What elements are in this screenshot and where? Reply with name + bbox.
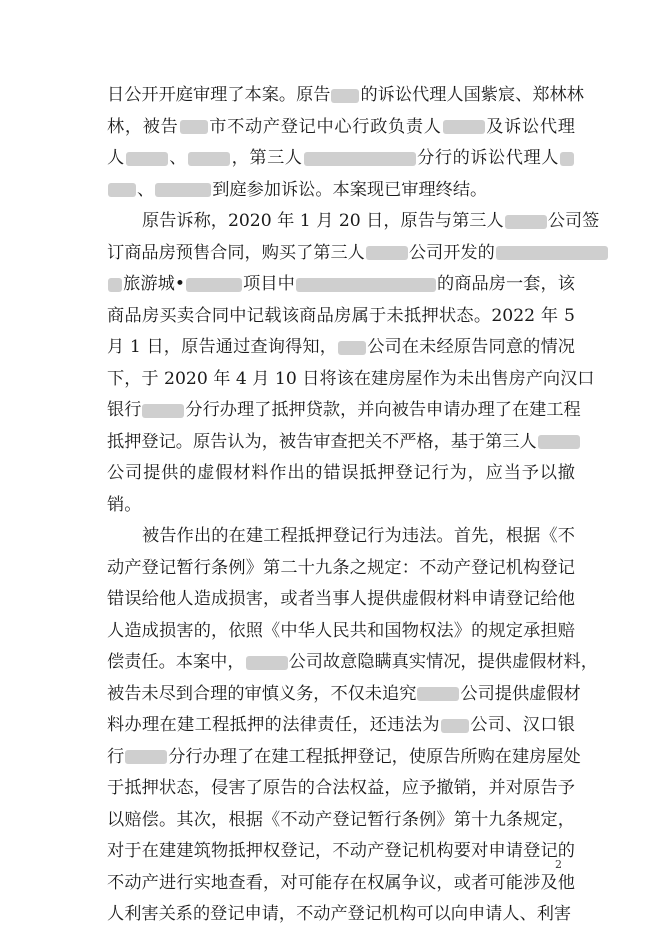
text-segment: 项目中 — [243, 274, 295, 294]
text-line — [107, 647, 598, 679]
redacted-text — [366, 246, 408, 260]
text-line — [107, 710, 575, 742]
text-line — [107, 301, 575, 333]
redacted-text — [331, 89, 359, 103]
text-segment: 公司、汉口银 — [469, 715, 575, 735]
text-segment: 的诉讼代理人国紫宸、郑林林 — [360, 85, 584, 105]
redacted-text — [505, 215, 547, 229]
text-segment: 公司在未经原告同意的情况 — [367, 337, 575, 357]
text-line — [107, 742, 581, 774]
redacted-text — [417, 687, 459, 701]
text-line — [107, 899, 575, 931]
text-segment: 银行 — [107, 400, 142, 420]
text-line — [107, 616, 575, 648]
text-segment: 下，于 2020 年 4 月 10 日将该在建房屋作为未出售房产向汉口 — [107, 368, 595, 389]
text-segment: 于抵押状态，侵害了原告的合法权益，应予撤销，并对原告予 — [107, 778, 575, 798]
text-line — [107, 80, 584, 112]
text-line — [107, 679, 581, 711]
redacted-text — [560, 152, 574, 166]
text-segment: 市不动产登记中心行政负责人 — [208, 116, 442, 137]
text-segment: 错误给他人造成损害，或者当事人提供虚假材料申请登记给他 — [107, 589, 575, 609]
text-segment: 公司提供虚假材 — [460, 683, 581, 704]
text-line — [107, 553, 575, 585]
text-line — [107, 112, 575, 144]
text-line — [107, 521, 575, 553]
redacted-text — [304, 152, 416, 166]
page-number: 2 — [555, 858, 562, 871]
redacted-text — [246, 656, 288, 670]
redacted-text — [296, 278, 436, 292]
text-segment: 不动产进行实地查看，对可能存在权属争议，或者可能涉及他 — [107, 872, 575, 893]
text-segment: 的商品房一套，该 — [436, 274, 575, 294]
text-line — [107, 332, 575, 364]
text-segment: 公司开发的 — [408, 242, 495, 263]
text-segment: 公司签 — [547, 211, 600, 231]
text-line — [107, 238, 575, 270]
redacted-text — [538, 435, 580, 449]
text-segment: 旅游城• — [123, 274, 186, 294]
text-line — [107, 458, 575, 490]
text-segment: 偿责任。本案中， — [107, 652, 245, 672]
text-line — [107, 269, 575, 301]
text-line — [107, 143, 575, 175]
text-segment: 以赔偿。其次，根据《不动产登记暂行条例》第十九条规定， — [107, 809, 575, 830]
text-segment: 订商品房预售合同，购买了第三人 — [107, 242, 365, 263]
redacted-text — [496, 246, 608, 260]
document-body — [107, 80, 600, 931]
text-segment: 、 — [168, 148, 188, 168]
redacted-text — [108, 183, 136, 197]
text-segment: 日公开开庭审理了本案。原告 — [107, 85, 331, 105]
redacted-text — [186, 278, 242, 292]
text-line — [107, 868, 575, 900]
text-segment: 料办理在建工程抵押的法律责任，还违法为 — [107, 715, 440, 735]
redacted-text — [108, 278, 122, 292]
text-segment: 行 — [107, 746, 125, 767]
text-segment: 被告未尽到合理的审慎义务，不仅未追究 — [107, 683, 417, 704]
text-segment: 公司提供的虚假材料作出的错误抵押登记行为，应当予以撤 — [107, 463, 575, 483]
redacted-text — [443, 120, 485, 134]
redacted-text — [155, 183, 211, 197]
text-segment: 商品房买卖合同中记载该商品房属于未抵押状态。2022 年 5 — [107, 305, 575, 326]
text-segment: ，第三人 — [231, 148, 303, 168]
redacted-text — [126, 152, 168, 166]
text-line — [107, 427, 575, 459]
text-segment: 到庭参加诉讼。本案现已审理终结。 — [212, 179, 488, 200]
text-segment: 林，被告 — [107, 116, 179, 137]
text-line — [107, 490, 575, 522]
redacted-text — [188, 152, 230, 166]
text-segment: 销。 — [107, 494, 142, 515]
text-line — [107, 206, 600, 238]
text-line — [107, 584, 575, 616]
text-segment: 动产登记暂行条例》第二十九条之规定：不动产登记机构登记 — [107, 557, 575, 578]
redacted-text — [338, 341, 366, 355]
text-line — [107, 395, 581, 427]
redacted-text — [125, 750, 167, 764]
redacted-text — [180, 120, 208, 134]
text-segment: 分行办理了抵押贷款，并向被告申请办理了在建工程 — [185, 400, 581, 420]
text-line — [107, 773, 575, 805]
text-line — [107, 175, 575, 207]
text-line — [107, 364, 595, 396]
text-segment: 原告诉称，2020 年 1 月 20 日，原告与第三人 — [142, 211, 504, 231]
text-line — [107, 836, 575, 868]
text-segment: 人造成损害的，依照《中华人民共和国物权法》的规定承担赔 — [107, 620, 575, 641]
text-segment: 公司故意隐瞒真实情况，提供虚假材料， — [288, 652, 598, 672]
text-segment: 分行的诉讼代理人 — [416, 148, 559, 168]
text-segment: 分行办理了在建工程抵押登记，使原告所购在建房屋处 — [168, 746, 581, 767]
text-segment: 月 1 日，原告通过查询得知， — [107, 337, 338, 357]
text-line — [107, 805, 575, 837]
text-segment: 被告作出的在建工程抵押登记行为违法。首先，根据《不 — [142, 526, 575, 546]
text-segment: 人利害关系的登记申请，不动产登记机构可以向申请人、利害 — [107, 904, 572, 924]
text-segment: 及诉讼代理 — [485, 116, 575, 137]
redacted-text — [441, 719, 469, 733]
text-segment: 对于在建建筑物抵押权登记，不动产登记机构要对申请登记的 — [107, 841, 575, 861]
redacted-text — [142, 404, 184, 418]
text-segment: 抵押登记。原告认为，被告审查把关不严格，基于第三人 — [107, 431, 537, 452]
text-segment: 、 — [137, 179, 155, 200]
text-segment: 人 — [107, 148, 125, 168]
